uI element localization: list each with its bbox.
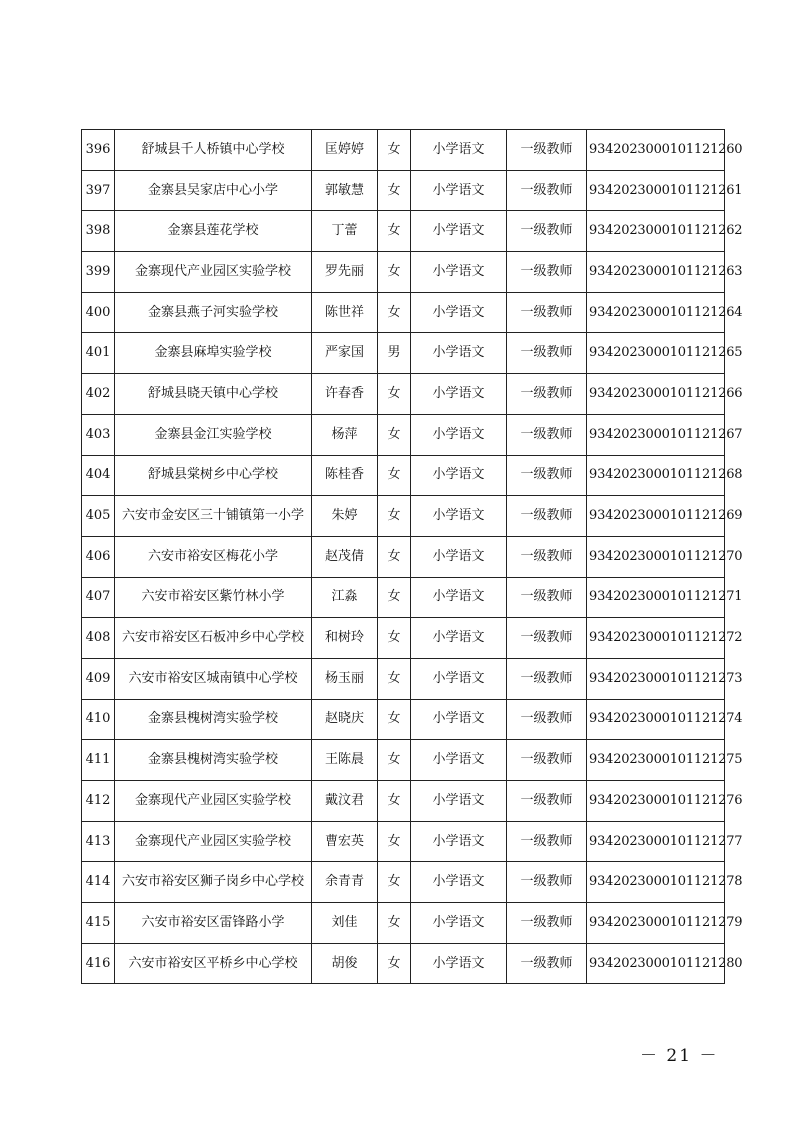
row-certificate-number: 9342023000101121269	[587, 496, 725, 537]
row-title: 一级教师	[507, 374, 587, 415]
row-name: 和树玲	[312, 618, 378, 659]
row-school: 六安市裕安区紫竹林小学	[115, 577, 312, 618]
row-name: 丁蕾	[312, 211, 378, 252]
row-seq-number: 413	[82, 821, 115, 862]
row-certificate-number: 9342023000101121275	[587, 740, 725, 781]
table-row	[82, 170, 725, 211]
row-name: 郭敏慧	[312, 170, 378, 211]
row-certificate-number: 9342023000101121262	[587, 211, 725, 252]
row-gender: 女	[378, 740, 411, 781]
row-name: 江淼	[312, 577, 378, 618]
row-school: 舒城县千人桥镇中心学校	[115, 130, 312, 171]
row-subject: 小学语文	[411, 496, 507, 537]
row-seq-number: 416	[82, 943, 115, 984]
row-title: 一级教师	[507, 903, 587, 944]
row-school: 舒城县棠树乡中心学校	[115, 455, 312, 496]
row-subject: 小学语文	[411, 699, 507, 740]
row-name: 余青青	[312, 862, 378, 903]
row-title: 一级教师	[507, 333, 587, 374]
row-gender: 女	[378, 170, 411, 211]
table-row	[82, 536, 725, 577]
row-name: 罗先丽	[312, 252, 378, 293]
row-title: 一级教师	[507, 618, 587, 659]
row-title: 一级教师	[507, 211, 587, 252]
row-subject: 小学语文	[411, 536, 507, 577]
row-school: 金寨县莲花学校	[115, 211, 312, 252]
row-school: 六安市裕安区雷锋路小学	[115, 903, 312, 944]
row-gender: 女	[378, 252, 411, 293]
row-certificate-number: 9342023000101121280	[587, 943, 725, 984]
row-subject: 小学语文	[411, 374, 507, 415]
row-gender: 女	[378, 781, 411, 822]
row-gender: 女	[378, 496, 411, 537]
row-title: 一级教师	[507, 292, 587, 333]
row-subject: 小学语文	[411, 455, 507, 496]
table-row	[82, 821, 725, 862]
row-seq-number: 408	[82, 618, 115, 659]
row-title: 一级教师	[507, 862, 587, 903]
row-seq-number: 404	[82, 455, 115, 496]
row-subject: 小学语文	[411, 821, 507, 862]
row-school: 六安市裕安区狮子岗乡中心学校	[115, 862, 312, 903]
row-title: 一级教师	[507, 577, 587, 618]
row-name: 严家国	[312, 333, 378, 374]
row-school: 金寨县燕子河实验学校	[115, 292, 312, 333]
row-name: 戴汶君	[312, 781, 378, 822]
row-school: 六安市裕安区梅花小学	[115, 536, 312, 577]
row-certificate-number: 9342023000101121277	[587, 821, 725, 862]
row-name: 杨萍	[312, 414, 378, 455]
row-subject: 小学语文	[411, 781, 507, 822]
row-subject: 小学语文	[411, 903, 507, 944]
row-seq-number: 399	[82, 252, 115, 293]
row-school: 金寨县金江实验学校	[115, 414, 312, 455]
row-subject: 小学语文	[411, 333, 507, 374]
row-title: 一级教师	[507, 943, 587, 984]
row-subject: 小学语文	[411, 658, 507, 699]
row-title: 一级教师	[507, 658, 587, 699]
table-body	[82, 130, 743, 984]
table-row	[82, 496, 725, 537]
row-school: 金寨县槐树湾实验学校	[115, 740, 312, 781]
table-row	[82, 862, 725, 903]
table-row	[82, 699, 725, 740]
row-certificate-number: 9342023000101121272	[587, 618, 725, 659]
row-school: 金寨现代产业园区实验学校	[115, 821, 312, 862]
row-title: 一级教师	[507, 699, 587, 740]
row-subject: 小学语文	[411, 170, 507, 211]
row-seq-number: 396	[82, 130, 115, 171]
row-title: 一级教师	[507, 740, 587, 781]
row-school: 金寨现代产业园区实验学校	[115, 252, 312, 293]
row-gender: 女	[378, 455, 411, 496]
table-row	[82, 130, 725, 171]
row-gender: 女	[378, 414, 411, 455]
row-title: 一级教师	[507, 536, 587, 577]
table-row	[82, 414, 725, 455]
row-seq-number: 398	[82, 211, 115, 252]
row-title: 一级教师	[507, 455, 587, 496]
table-row	[82, 618, 725, 659]
row-certificate-number: 9342023000101121268	[587, 455, 725, 496]
row-school: 金寨现代产业园区实验学校	[115, 781, 312, 822]
row-title: 一级教师	[507, 496, 587, 537]
row-subject: 小学语文	[411, 862, 507, 903]
row-gender: 女	[378, 699, 411, 740]
row-certificate-number: 9342023000101121274	[587, 699, 725, 740]
row-name: 胡俊	[312, 943, 378, 984]
row-gender: 女	[378, 943, 411, 984]
row-subject: 小学语文	[411, 577, 507, 618]
row-seq-number: 412	[82, 781, 115, 822]
row-title: 一级教师	[507, 414, 587, 455]
row-subject: 小学语文	[411, 252, 507, 293]
row-certificate-number: 9342023000101121267	[587, 414, 725, 455]
row-certificate-number: 9342023000101121271	[587, 577, 725, 618]
table-row	[82, 374, 725, 415]
row-school: 金寨县槐树湾实验学校	[115, 699, 312, 740]
row-school: 金寨县吴家店中心小学	[115, 170, 312, 211]
row-school: 六安市裕安区城南镇中心学校	[115, 658, 312, 699]
table-row	[82, 903, 725, 944]
row-subject: 小学语文	[411, 740, 507, 781]
row-school: 六安市裕安区石板冲乡中心学校	[115, 618, 312, 659]
row-certificate-number: 9342023000101121266	[587, 374, 725, 415]
row-name: 陈世祥	[312, 292, 378, 333]
table-row	[82, 211, 725, 252]
table-row	[82, 740, 725, 781]
row-subject: 小学语文	[411, 211, 507, 252]
row-seq-number: 403	[82, 414, 115, 455]
row-certificate-number: 9342023000101121276	[587, 781, 725, 822]
teacher-roster-table	[81, 129, 743, 984]
table-row	[82, 333, 725, 374]
row-certificate-number: 9342023000101121265	[587, 333, 725, 374]
row-certificate-number: 9342023000101121260	[587, 130, 725, 171]
row-subject: 小学语文	[411, 130, 507, 171]
table-row	[82, 577, 725, 618]
row-title: 一级教师	[507, 781, 587, 822]
row-name: 王陈晨	[312, 740, 378, 781]
row-gender: 女	[378, 903, 411, 944]
row-seq-number: 410	[82, 699, 115, 740]
row-school: 六安市金安区三十铺镇第一小学	[115, 496, 312, 537]
row-subject: 小学语文	[411, 414, 507, 455]
table-row	[82, 943, 725, 984]
row-school: 舒城县晓天镇中心学校	[115, 374, 312, 415]
row-seq-number: 405	[82, 496, 115, 537]
table-row	[82, 455, 725, 496]
page-number: － 21 －	[640, 1046, 719, 1066]
row-gender: 女	[378, 374, 411, 415]
row-seq-number: 414	[82, 862, 115, 903]
row-name: 赵晓庆	[312, 699, 378, 740]
table-row	[82, 292, 725, 333]
row-name: 陈桂香	[312, 455, 378, 496]
row-gender: 女	[378, 862, 411, 903]
row-name: 刘佳	[312, 903, 378, 944]
row-subject: 小学语文	[411, 618, 507, 659]
row-name: 匡婷婷	[312, 130, 378, 171]
row-title: 一级教师	[507, 821, 587, 862]
row-gender: 女	[378, 211, 411, 252]
row-seq-number: 402	[82, 374, 115, 415]
row-certificate-number: 9342023000101121261	[587, 170, 725, 211]
row-name: 杨玉丽	[312, 658, 378, 699]
row-seq-number: 400	[82, 292, 115, 333]
row-gender: 女	[378, 618, 411, 659]
row-gender: 女	[378, 577, 411, 618]
row-name: 许春香	[312, 374, 378, 415]
row-name: 朱婷	[312, 496, 378, 537]
row-certificate-number: 9342023000101121278	[587, 862, 725, 903]
row-name: 赵茂倩	[312, 536, 378, 577]
row-school: 金寨县麻埠实验学校	[115, 333, 312, 374]
row-seq-number: 411	[82, 740, 115, 781]
row-seq-number: 407	[82, 577, 115, 618]
row-title: 一级教师	[507, 252, 587, 293]
row-gender: 女	[378, 658, 411, 699]
row-title: 一级教师	[507, 170, 587, 211]
row-certificate-number: 9342023000101121273	[587, 658, 725, 699]
table-row	[82, 781, 725, 822]
table-row	[82, 658, 725, 699]
row-seq-number: 415	[82, 903, 115, 944]
row-seq-number: 397	[82, 170, 115, 211]
row-gender: 女	[378, 130, 411, 171]
row-name: 曹宏英	[312, 821, 378, 862]
row-title: 一级教师	[507, 130, 587, 171]
row-certificate-number: 9342023000101121279	[587, 903, 725, 944]
row-gender: 女	[378, 821, 411, 862]
row-seq-number: 406	[82, 536, 115, 577]
row-subject: 小学语文	[411, 292, 507, 333]
row-certificate-number: 9342023000101121263	[587, 252, 725, 293]
row-subject: 小学语文	[411, 943, 507, 984]
row-gender: 男	[378, 333, 411, 374]
row-certificate-number: 9342023000101121264	[587, 292, 725, 333]
row-seq-number: 401	[82, 333, 115, 374]
row-gender: 女	[378, 536, 411, 577]
row-school: 六安市裕安区平桥乡中心学校	[115, 943, 312, 984]
row-seq-number: 409	[82, 658, 115, 699]
table-row	[82, 252, 725, 293]
row-gender: 女	[378, 292, 411, 333]
row-certificate-number: 9342023000101121270	[587, 536, 725, 577]
